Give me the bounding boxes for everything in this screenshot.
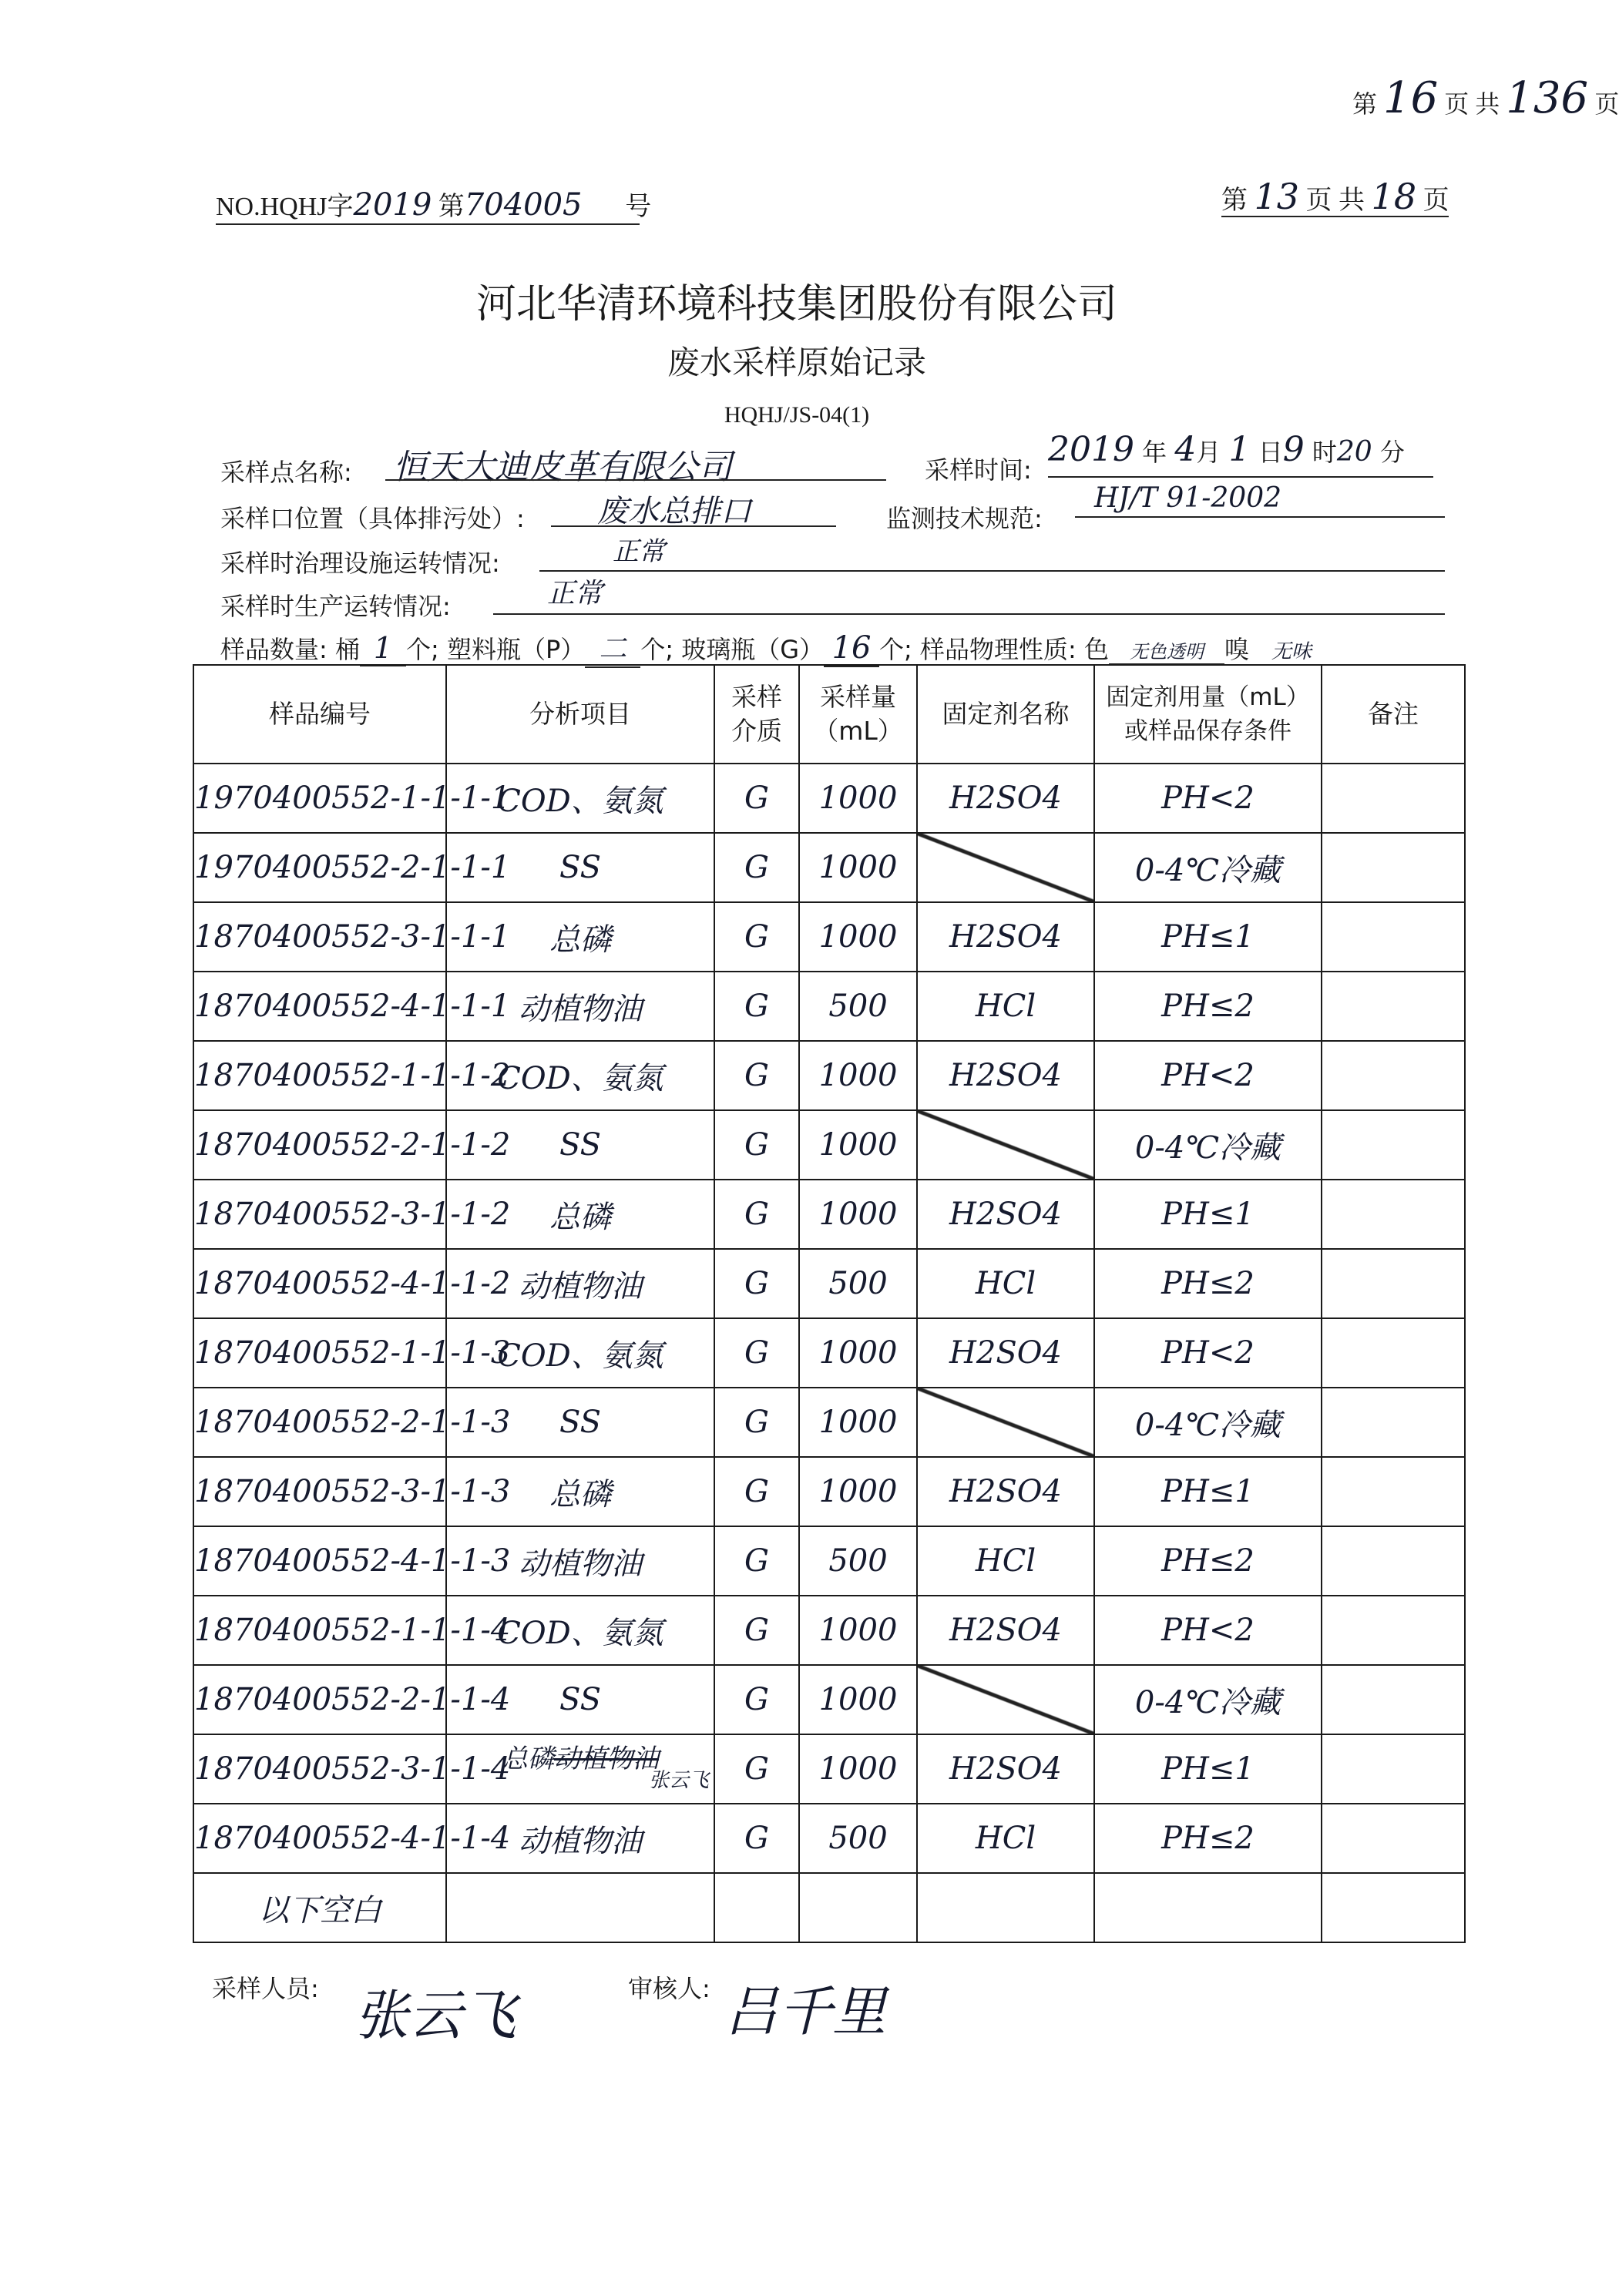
time-month: 4 [1174,430,1197,469]
table-row [193,833,1465,902]
treatment-label: 采样时治理设施运转情况: [220,549,500,578]
spec-value: HJ/T 91-2002 [1094,482,1281,514]
treatment-underline [539,570,1445,572]
cell-fixative-empty-slash [917,1110,1094,1180]
cell-condition: PH≤1 [1094,902,1322,972]
outlet-value: 废水总排口 [597,494,751,529]
cell-condition: PH≤2 [1094,972,1322,1041]
time-hour: 9 [1282,430,1305,469]
cell-remark [1322,1110,1465,1180]
cell-volume: 1000 [799,1180,917,1249]
page-number: 13 [1254,176,1300,217]
cell-analysis: 动植物油 [446,1249,714,1318]
report-number-prefix: NO.HQHJ字 [216,193,354,221]
cell-medium: G [714,1457,799,1526]
cell-blank-below-note: 以下空白 [193,1873,446,1942]
cell-fixative: HCl [917,1249,1094,1318]
cell-analysis: SS [446,833,714,902]
cell-empty [917,1873,1094,1942]
cell-condition: PH≤1 [1094,1457,1322,1526]
cell-sample-id: 1870400552-2-1-1-4 [193,1665,446,1734]
cell-sample-id: 1870400552-3-1-1-1 [193,902,446,972]
odor-label: 嗅 [1224,635,1250,664]
table-row [193,1180,1465,1249]
glass-value: 16 [824,630,879,667]
cell-sample-id: 1870400552-3-1-1-3 [193,1457,446,1526]
cell-condition: PH≤2 [1094,1526,1322,1596]
cell-fixative: H2SO4 [917,1318,1094,1388]
table-row [193,764,1465,833]
cell-sample-id: 1970400552-1-1-1-1 [193,764,446,833]
cell-remark [1322,1526,1465,1596]
spec-label: 监测技术规范: [886,504,1043,533]
time-minute: 20 [1336,436,1372,468]
page-counter-underline [1221,216,1449,217]
cell-analysis: 动植物油 [446,972,714,1041]
cell-remark [1322,1318,1465,1388]
cell-analysis: 总磷 [446,902,714,972]
cell-medium: G [714,1249,799,1318]
page-prefix: 第 [1221,186,1248,215]
site-underline [385,479,886,481]
outlet-underline [551,525,836,527]
property-label: 样品物理性质: [920,635,1077,664]
site-label: 采样点名称: [220,458,352,487]
cell-medium: G [714,1804,799,1873]
cell-medium: G [714,764,799,833]
cell-volume: 1000 [799,1665,917,1734]
cell-medium: G [714,902,799,972]
header-medium-l1: 采样 [731,682,782,712]
cell-volume: 1000 [799,1318,917,1388]
quantity-line [220,627,1334,668]
reviewer-label: 审核人: [628,1974,710,2003]
cell-condition: PH<2 [1094,1318,1322,1388]
cell-medium: G [714,972,799,1041]
report-year: 2019 [353,187,432,223]
cell-fixative: H2SO4 [917,764,1094,833]
treatment-value: 正常 [613,536,665,567]
header-remark: 备注 [1322,665,1465,764]
spec-underline [1075,516,1445,518]
time-label: 采样时间: [925,455,1032,485]
table-row-footer [193,1873,1465,1942]
cell-fixative-empty-slash [917,1388,1094,1457]
page-total: 18 [1371,176,1417,217]
production-underline [493,613,1445,615]
cell-sample-id: 1870400552-1-1-1-4 [193,1596,446,1665]
cell-condition: 0-4℃冷藏 [1094,1110,1322,1180]
cell-fixative: H2SO4 [917,902,1094,972]
cell-volume: 1000 [799,1457,917,1526]
cell-remark [1322,1249,1465,1318]
cell-volume: 1000 [799,902,917,972]
form-name: 废水采样原始记录 [667,344,926,381]
cell-fixative: HCl [917,1526,1094,1596]
analysis-corrected-value: 总磷 [502,1744,554,1774]
header-volume-l2: （mL） [813,716,903,746]
cell-analysis: 动植物油 [446,1526,714,1596]
cell-remark [1322,1804,1465,1873]
table-row [193,1734,1465,1804]
sampler-signature: 张云飞 [354,1984,516,2047]
table-row [193,1318,1465,1388]
analysis-struck-text: 动植物油 [554,1744,659,1774]
table-row [193,1388,1465,1457]
cell-analysis: COD、氨氮 [446,764,714,833]
cell-fixative-empty-slash [917,1665,1094,1734]
time-day-unit: 日 [1258,438,1283,467]
cell-analysis: SS [446,1665,714,1734]
qty-label: 样品数量: [220,635,327,664]
cell-empty [446,1873,714,1942]
cell-fixative: H2SO4 [917,1041,1094,1110]
cell-volume: 1000 [799,1110,917,1180]
plastic-value: 二 [585,627,640,668]
cell-medium: G [714,1180,799,1249]
cell-volume: 1000 [799,1596,917,1665]
cell-empty [1094,1873,1322,1942]
cell-medium: G [714,1596,799,1665]
plastic-unit: 个; [640,635,674,664]
time-value [1048,430,1405,469]
cell-condition: 0-4℃冷藏 [1094,833,1322,902]
cell-remark [1322,1596,1465,1665]
glass-unit: 个; [879,635,912,664]
cell-analysis: COD、氨氮 [446,1596,714,1665]
cell-condition: PH≤2 [1094,1804,1322,1873]
cell-condition: PH≤2 [1094,1249,1322,1318]
cell-remark [1322,1457,1465,1526]
cell-condition: 0-4℃冷藏 [1094,1388,1322,1457]
cell-remark [1322,1388,1465,1457]
cell-condition: PH<2 [1094,764,1322,833]
page-counter [1221,176,1449,217]
cell-analysis: COD、氨氮 [446,1318,714,1388]
table-row [193,1249,1465,1318]
cell-volume: 1000 [799,1041,917,1110]
table-header-row [193,665,1465,764]
cell-sample-id: 1870400552-2-1-1-2 [193,1110,446,1180]
table-row [193,1110,1465,1180]
glass-label: 玻璃瓶（G） [681,635,825,664]
table-row [193,1596,1465,1665]
table-row [193,1804,1465,1873]
cell-volume: 500 [799,972,917,1041]
table-row [193,972,1465,1041]
report-number-mid: 第 [438,193,465,221]
header-dose-l1: 固定剂用量（mL） [1106,683,1310,711]
time-month-unit: 月 [1196,438,1221,467]
cell-condition: PH<2 [1094,1596,1322,1665]
cell-condition: PH≤1 [1094,1180,1322,1249]
corner-page-mid: 页 共 [1444,90,1500,118]
table-row [193,902,1465,972]
header-dose-l2: 或样品保存条件 [1124,717,1292,745]
plastic-label: 塑料瓶（P） [446,635,586,664]
report-number-suffix: 号 [625,193,652,221]
cell-medium: G [714,1665,799,1734]
header-analysis: 分析项目 [446,665,714,764]
page-mid: 页 共 [1305,186,1365,215]
cell-empty [714,1873,799,1942]
cell-sample-id: 1870400552-4-1-1-4 [193,1804,446,1873]
cell-condition: 0-4℃冷藏 [1094,1665,1322,1734]
header-volume-l1: 采样量 [820,682,896,712]
production-label: 采样时生产运转情况: [220,592,451,621]
cell-fixative: H2SO4 [917,1596,1094,1665]
cell-analysis: SS [446,1388,714,1457]
time-hour-unit: 时 [1312,438,1337,467]
header-dose [1094,665,1322,764]
cell-empty [1322,1873,1465,1942]
cell-fixative: H2SO4 [917,1180,1094,1249]
cell-condition: PH≤1 [1094,1734,1322,1804]
cell-volume: 1000 [799,764,917,833]
cell-remark [1322,833,1465,902]
form-code: HQHJ/JS-04(1) [724,402,870,428]
header-sample-id: 样品编号 [193,665,446,764]
cell-medium: G [714,833,799,902]
corner-page-total: 136 [1506,73,1589,123]
time-year: 2019 [1048,430,1134,469]
cell-fixative: H2SO4 [917,1457,1094,1526]
cell-volume: 500 [799,1804,917,1873]
sample-table [193,664,1466,1943]
bucket-value: 1 [360,631,406,666]
cell-analysis: 总磷 [446,1457,714,1526]
color-label: 色 [1083,635,1109,664]
table-row [193,1526,1465,1596]
header-medium-l2: 介质 [731,716,782,746]
table-row [193,1457,1465,1526]
cell-fixative-empty-slash [917,833,1094,902]
cell-sample-id: 1870400552-4-1-1-3 [193,1526,446,1596]
cell-remark [1322,972,1465,1041]
cell-sample-id: 1870400552-4-1-1-2 [193,1249,446,1318]
cell-sample-id: 1870400552-1-1-1-2 [193,1041,446,1110]
bucket-unit: 个; [405,635,439,664]
cell-analysis: COD、氨氮 [446,1041,714,1110]
cell-sample-id: 1970400552-2-1-1-1 [193,833,446,902]
odor-value: 无味 [1249,636,1334,666]
cell-sample-id: 1870400552-4-1-1-1 [193,972,446,1041]
cell-analysis: 动植物油 [446,1804,714,1873]
cell-analysis: SS [446,1110,714,1180]
corner-page-end: 页 [1594,90,1619,118]
cell-medium: G [714,1041,799,1110]
cell-remark [1322,764,1465,833]
cell-sample-id: 1870400552-1-1-1-3 [193,1318,446,1388]
cell-fixative: HCl [917,1804,1094,1873]
cell-remark [1322,1734,1465,1804]
cell-medium: G [714,1318,799,1388]
cell-volume: 500 [799,1249,917,1318]
table-row [193,1041,1465,1110]
cell-volume: 500 [799,1526,917,1596]
reviewer-signature: 吕千里 [724,1980,886,2043]
cell-volume: 1000 [799,1388,917,1457]
cell-fixative: HCl [917,972,1094,1041]
cell-volume: 1000 [799,833,917,902]
cell-condition: PH<2 [1094,1041,1322,1110]
corner-page-label: 第 [1352,90,1378,118]
cell-medium: G [714,1734,799,1804]
production-value: 正常 [547,578,603,609]
outlet-label: 采样口位置（具体排污处）: [220,504,525,533]
cell-remark [1322,1665,1465,1734]
header-volume [799,665,917,764]
cell-volume: 1000 [799,1734,917,1804]
cell-sample-id: 1870400552-2-1-1-3 [193,1388,446,1457]
sampler-label: 采样人员: [212,1974,319,2003]
cell-remark [1322,902,1465,972]
page-suffix: 页 [1423,186,1449,215]
time-minute-unit: 分 [1379,438,1405,467]
cell-medium: G [714,1388,799,1457]
time-underline [1048,476,1433,478]
time-year-unit: 年 [1142,438,1167,467]
company-name: 河北华清环境科技集团股份有限公司 [475,281,1117,327]
report-serial: 704005 [464,187,583,223]
cell-sample-id: 1870400552-3-1-1-2 [193,1180,446,1249]
cell-sample-id: 1870400552-3-1-1-4 [193,1734,446,1804]
bucket-label: 桶 [334,635,360,664]
site-value: 恒天大迪皮革有限公司 [393,448,732,487]
cell-empty [799,1873,917,1942]
cell-remark [1322,1041,1465,1110]
header-fixative: 固定剂名称 [917,665,1094,764]
correction-initials: 张云飞 [648,1769,709,1792]
corner-page-no: 16 [1383,73,1439,123]
corner-page-stamp [1352,73,1619,123]
cell-fixative: H2SO4 [917,1734,1094,1804]
report-number [216,185,651,223]
cell-medium: G [714,1110,799,1180]
header-medium [714,665,799,764]
cell-medium: G [714,1526,799,1596]
report-number-underline [216,223,640,225]
time-day: 1 [1228,430,1251,469]
table-row [193,1665,1465,1734]
cell-remark [1322,1180,1465,1249]
cell-analysis: 总磷 [446,1180,714,1249]
color-value: 无色透明 [1109,636,1224,665]
